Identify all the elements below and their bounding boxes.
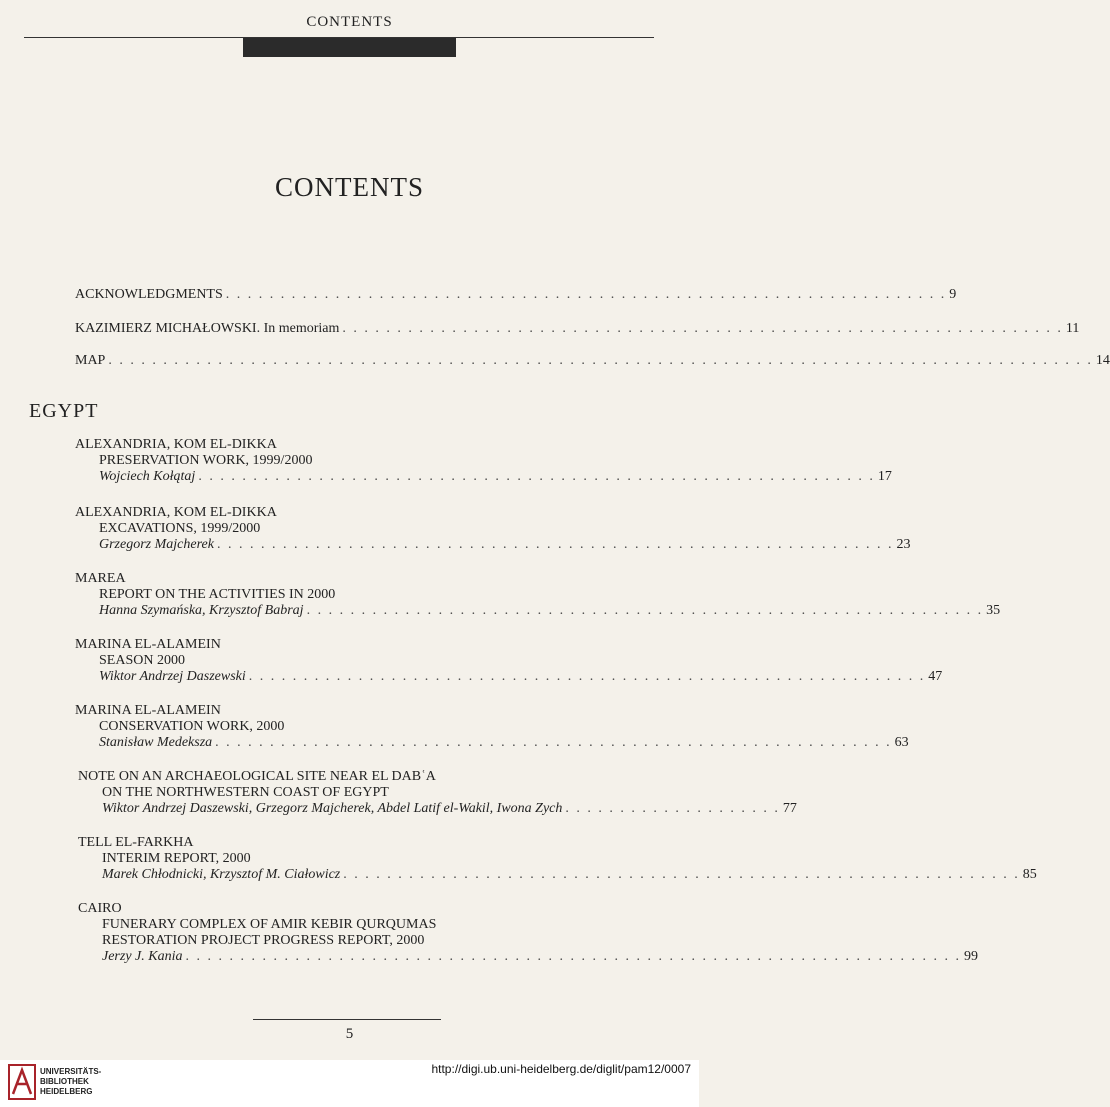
toc-page-number: 23 [896,537,911,552]
toc-authors: Marek Chłodnicki, Krzysztof M. Ciałowicz [102,867,341,882]
toc-entry-title: ACKNOWLEDGMENTS [75,287,223,302]
dot-leader: . . . . . . . . . . . . . . . . . . . . . . . . . . . . . . . . . . . . . . . . . . . . . . . . . . . . . . . . . . . . . . . . . . . . . . . [185,949,961,964]
toc-entry-title: KAZIMIERZ MICHAŁOWSKI. In memoriam [75,321,340,336]
toc-entry-memoriam[interactable] [75,321,1080,337]
toc-site: NOTE ON AN ARCHAEOLOGICAL SITE NEAR EL DABʿA [78,769,436,784]
toc-entry-title: SEASON 2000 [99,653,185,668]
toc-authors: Wojciech Kołątaj [99,469,196,484]
toc-entry-title: REPORT ON THE ACTIVITIES IN 2000 [99,587,336,602]
toc-site: MARINA EL-ALAMEIN [75,637,221,652]
dot-leader: . . . . . . . . . . . . . . . . . . . . . . . . . . . . . . . . . . . . . . . . . . . . . . . . . . . . . . . . . . . . . . . . . . [342,321,1063,336]
library-name: UNIVERSITÄTS- BIBLIOTHEK HEIDELBERG [40,1067,102,1096]
toc-entry-title: PRESERVATION WORK, 1999/2000 [99,453,313,468]
toc-page-number: 77 [782,801,797,816]
toc-entry-title: FUNERARY COMPLEX OF AMIR KEBIR QURQUMAS [102,917,437,932]
dot-leader: . . . . . . . . . . . . . . . . . . . . . . . . . . . . . . . . . . . . . . . . . . . . . . . . . . . . . . . . . . . . . . [198,469,875,484]
toc-page-number: 35 [986,603,1001,618]
source-url-link[interactable]: http://digi.ub.uni-heidelberg.de/diglit/pam12/0007 [431,1062,691,1076]
toc-authors: Jerzy J. Kania [102,949,183,964]
toc-entry-title: CONSERVATION WORK, 2000 [99,719,285,734]
toc-entry-acknowledgments[interactable] [75,287,957,303]
toc-entry-title: EXCAVATIONS, 1999/2000 [99,521,261,536]
toc-authors: Grzegorz Majcherek [99,537,214,552]
toc-entry[interactable] [75,437,892,485]
dot-leader: . . . . . . . . . . . . . . . . . . . . . . . . . . . . . . . . . . . . . . . . . . . . . . . . . . . . . . . . . . . . . . [248,669,926,684]
section-heading-egypt: EGYPT [29,400,99,422]
toc-page-number: 99 [963,949,978,964]
toc-site: MARINA EL-ALAMEIN [75,703,221,718]
dot-leader: . . . . . . . . . . . . . . . . . . . . . . . . . . . . . . . . . . . . . . . . . . . . . . . . . . . . . . . . . . . . . . [306,603,984,618]
toc-authors: Wiktor Andrzej Daszewski [99,669,246,684]
toc-entry-title: ON THE NORTHWESTERN COAST OF EGYPT [102,785,389,800]
toc-authors: Wiktor Andrzej Daszewski, Grzegorz Majcherek, Abdel Latif el-Wakil, Iwona Zych [102,801,563,816]
toc-entry[interactable] [75,505,911,553]
toc-authors: Hanna Szymańska, Krzysztof Babraj [99,603,304,618]
toc-entry[interactable] [78,769,797,817]
toc-entry-title: RESTORATION PROJECT PROGRESS REPORT, 2000 [102,933,425,948]
toc-page-number: 11 [1065,321,1080,336]
toc-entry[interactable] [75,571,1001,619]
toc-entry-title: INTERIM REPORT, 2000 [102,851,251,866]
toc-entry-title: MAP [75,353,106,368]
toc-entry-map[interactable] [75,353,1110,369]
page-title: CONTENTS [275,172,424,202]
toc-entry[interactable] [78,835,1037,883]
toc-site: TELL EL-FARKHA [78,835,194,850]
header-bar [243,38,456,57]
toc-page-number: 14 [1095,353,1110,368]
toc-page-number: 63 [894,735,909,750]
library-logo-icon [8,1064,36,1100]
dot-leader: . . . . . . . . . . . . . . . . . . . . [565,801,780,816]
dot-leader: . . . . . . . . . . . . . . . . . . . . . . . . . . . . . . . . . . . . . . . . . . . . . . . . . . . . . . . . . . . . . . [215,735,892,750]
toc-page-number: 47 [928,669,943,684]
footer-rule [253,1019,441,1020]
dot-leader: . . . . . . . . . . . . . . . . . . . . . . . . . . . . . . . . . . . . . . . . . . . . . . . . . . . . . . . . . . . . . . . . . . . . . . . . . . . . . . . . . . . . . . . . . . [108,353,1093,368]
toc-entry[interactable] [75,703,909,751]
toc-page-number: 17 [877,469,892,484]
toc-entry[interactable] [78,901,978,965]
toc-site: ALEXANDRIA, KOM EL-DIKKA [75,437,277,452]
dot-leader: . . . . . . . . . . . . . . . . . . . . . . . . . . . . . . . . . . . . . . . . . . . . . . . . . . . . . . . . . . . . . . [216,537,894,552]
toc-authors: Stanisław Medeksza [99,735,213,750]
toc-site: MAREA [75,571,126,586]
page-number: 5 [345,1026,354,1042]
running-head: CONTENTS [306,14,393,30]
toc-page-number: 85 [1022,867,1037,882]
dot-leader: . . . . . . . . . . . . . . . . . . . . . . . . . . . . . . . . . . . . . . . . . . . . . . . . . . . . . . . . . . . . . . . . . . [225,287,947,302]
toc-entry[interactable] [75,637,943,685]
dot-leader: . . . . . . . . . . . . . . . . . . . . . . . . . . . . . . . . . . . . . . . . . . . . . . . . . . . . . . . . . . . . . . [343,867,1020,882]
toc-site: CAIRO [78,901,122,916]
toc-site: ALEXANDRIA, KOM EL-DIKKA [75,505,277,520]
toc-page-number: 9 [949,287,957,302]
